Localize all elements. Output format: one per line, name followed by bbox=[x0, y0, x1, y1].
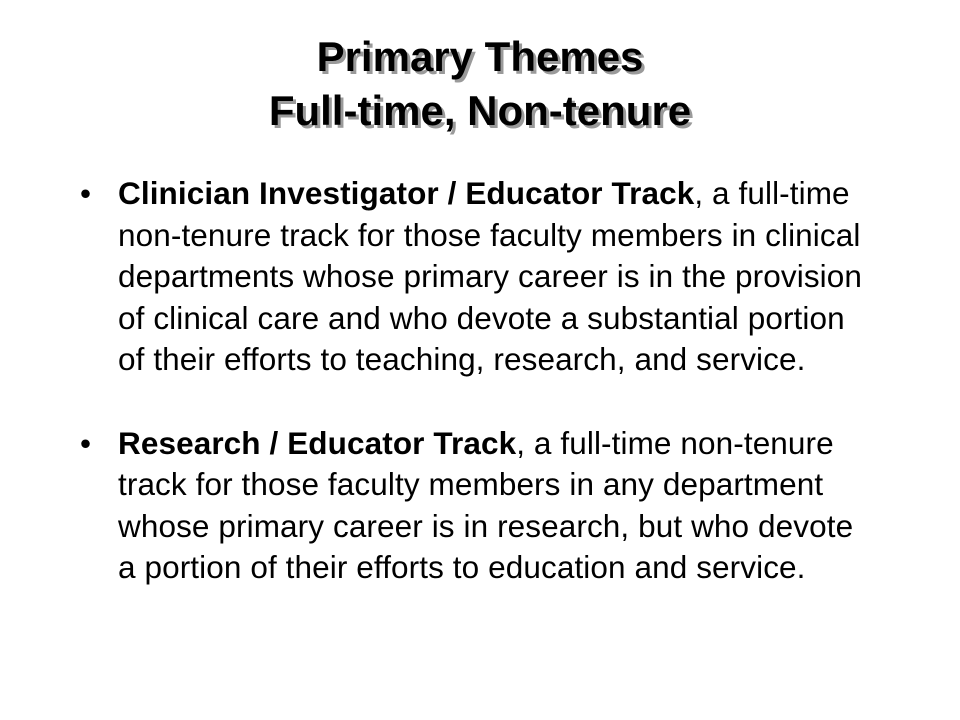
title-line-1: Primary Themes bbox=[316, 33, 644, 80]
slide-title bbox=[0, 30, 960, 138]
bullet-item-clinician-track bbox=[78, 173, 868, 381]
bullet-marker: • bbox=[80, 424, 92, 461]
bullet-text: , a full-time non-tenure track for those faculty members in any department whose primary career is in research, but who devote a portion of their efforts to education and service. bbox=[118, 424, 854, 585]
bullet-item-research-track bbox=[78, 423, 868, 589]
bullet-term: Research / Educator Track bbox=[118, 424, 517, 461]
bullet-list bbox=[78, 173, 868, 589]
title-line-2: Full-time, Non-tenure bbox=[268, 87, 692, 134]
bullet-term: Clinician Investigator / Educator Track bbox=[118, 175, 695, 211]
bullet-marker: • bbox=[80, 175, 92, 211]
bullet-text: , a full-time non-tenure track for those faculty members in clinical departments whose primary career is in the provision of clinical care and who devote a substantial portion of their efforts to teaching, research, and service. bbox=[118, 175, 863, 377]
